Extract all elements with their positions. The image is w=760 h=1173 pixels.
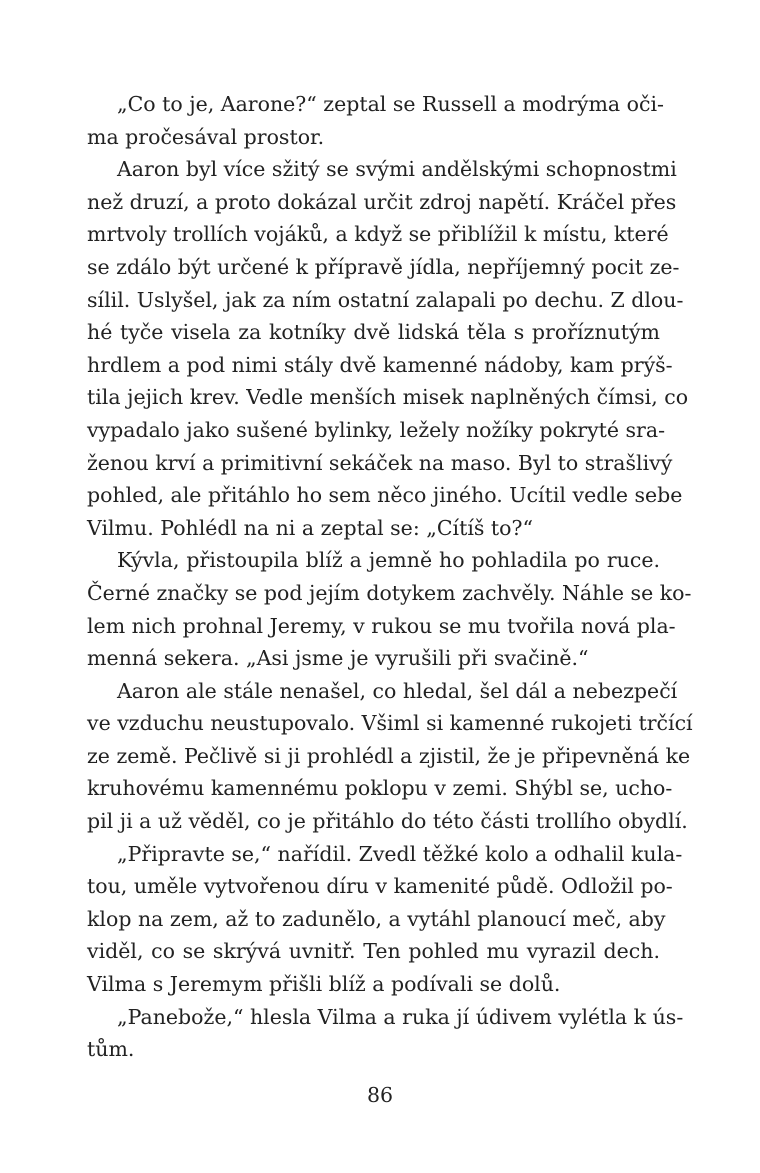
paragraph: [87, 153, 689, 544]
text-line: ze země. Pečlivě si ji prohlédl a zjistil, že je připevněná ke: [87, 743, 691, 768]
text-line: „Panebože,“ hlesla Vilma a ruka jí údivem vylétla k ús-: [117, 1004, 684, 1029]
text-line: viděl, co se skrývá uvnitř. Ten pohled mu vyrazil dech.: [87, 939, 660, 964]
text-line: sílil. Uslyšel, jak za ním ostatní zalapali po dechu. Z dlou-: [87, 287, 684, 312]
text-line: pohled, ale přitáhlo ho sem něco jiného. Ucítil vedle sebe: [87, 483, 683, 508]
text-line: lem nich prohnal Jeremy, v rukou se mu tvořila nová pla-: [87, 613, 676, 638]
text-line: kruhovému kamennému poklopu v zemi. Shýbl se, ucho-: [87, 776, 673, 801]
text-line: Vilmu. Pohlédl na ni a zeptal se: „Cítíš to?“: [87, 515, 533, 540]
text-line: „Připravte se,“ nařídil. Zvedl těžké kolo a odhalil kula-: [117, 841, 683, 866]
paragraph: [87, 1001, 684, 1066]
text-line: ve vzduchu neustupovalo. Všiml si kamenné rukojeti trčící: [87, 711, 693, 736]
text-line: se zdálo být určené k přípravě jídla, nepříjemný pocit ze-: [87, 254, 680, 279]
paragraph: [87, 675, 693, 838]
text-line: Aaron ale stále nenašel, co hledal, šel dál a nebezpečí: [117, 678, 678, 703]
text-line: Černé značky se pod jejím dotykem zachvěly. Náhle se ko-: [87, 580, 692, 605]
text-line: Vilma s Jeremym přišli blíž a podívali se dolů.: [87, 972, 561, 997]
text-line: ženou krví a primitivní sekáček na maso. Byl to strašlivý: [87, 450, 673, 475]
text-line: tům.: [87, 1037, 135, 1062]
text-line: Kývla, přistoupila blíž a jemně ho pohladila po ruce.: [117, 548, 660, 573]
text-line: vypadalo jako sušené bylinky, ležely nožíky pokryté sra-: [87, 417, 666, 442]
text-line: pil ji a už věděl, co je přitáhlo do této části trollího obydlí.: [87, 809, 688, 834]
body-text: [87, 88, 693, 1066]
paragraph: [87, 838, 683, 1001]
text-line: než druzí, a proto dokázal určit zdroj napětí. Kráčel přes: [87, 189, 677, 214]
text-line: tila jejich krev. Vedle menších misek naplněných čímsi, co: [87, 385, 689, 410]
paragraph: [87, 544, 692, 674]
text-line: hé tyče visela za kotníky dvě lidská těla s proříznutým: [87, 320, 660, 345]
page-number: 86: [366, 1083, 394, 1107]
text-line: tou, uměle vytvořenou díru v kamenité půdě. Odložil po-: [87, 874, 673, 899]
text-line: klop na zem, až to zadunělo, a vytáhl planoucí meč, aby: [87, 906, 666, 931]
paragraph: [87, 88, 664, 153]
text-line: Aaron byl více sžitý se svými andělskými schopnostmi: [117, 157, 677, 182]
text-line: menná sekera. „Asi jsme je vyrušili při svačině.“: [87, 646, 589, 671]
text-line: hrdlem a pod nimi stály dvě kamenné nádoby, kam prýš-: [87, 352, 673, 377]
text-line: mrtvoly trollích vojáků, a když se přiblížil k místu, které: [87, 222, 669, 247]
text-line: „Co to je, Aarone?“ zeptal se Russell a modrýma oči-: [117, 92, 664, 116]
text-line: ma pročesával prostor.: [87, 124, 325, 149]
